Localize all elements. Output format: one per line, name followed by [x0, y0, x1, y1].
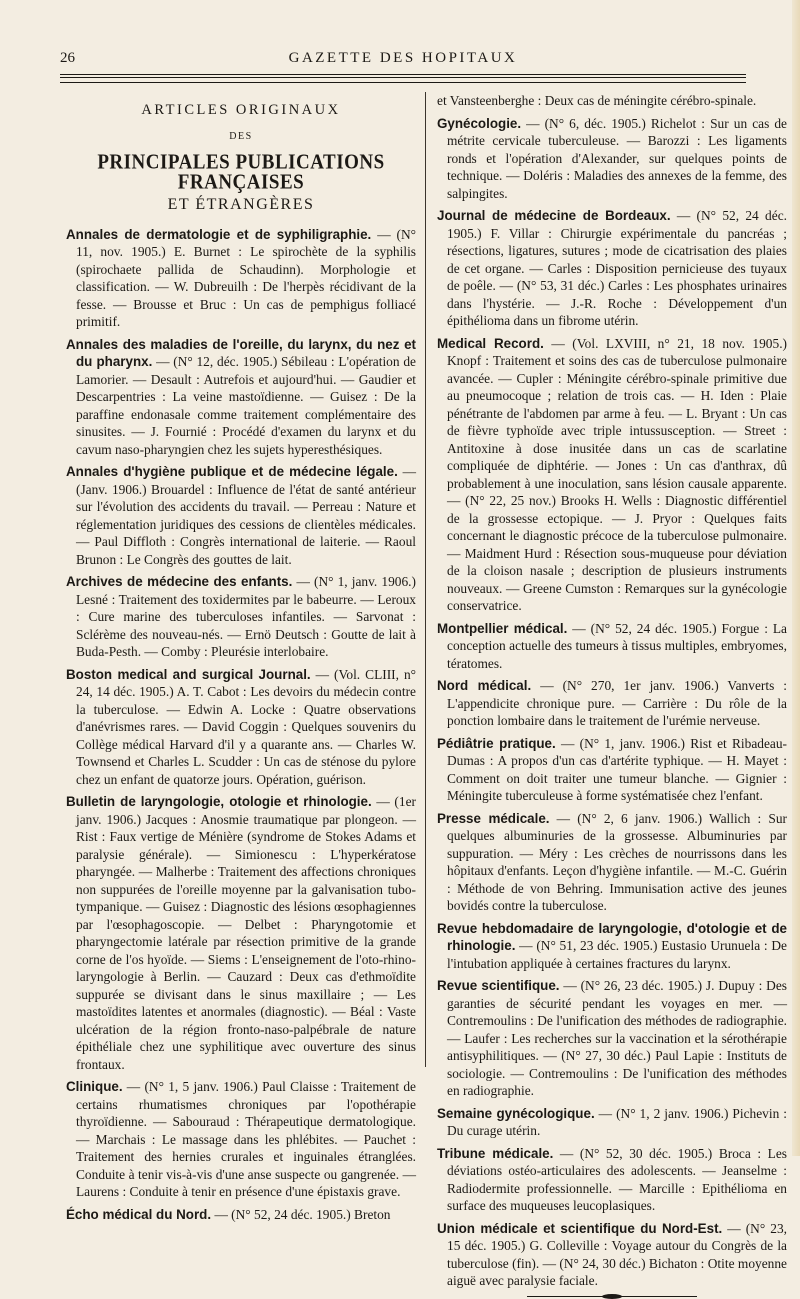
bibliography-entry [437, 92, 787, 110]
journal-name: Union médicale et scientifique du Nord-Est. [437, 1220, 723, 1236]
entry-text: — (N° 12, déc. 1905.) Sébileau : L'opération de Lamorier. — Desault : Autrefois et aujourd'hui. — Gaudier et Descarpentries : La veine mastoïdienne. — Guisez : De la paraffine endonasale comme traitement complémentaire des sinusites. — J. Fournié : Procédé d'examen du larynx et du cavum naso-pharyngien chez les sujets hyperesthésiques. [76, 354, 416, 457]
entry-text: — (N° 26, 23 déc. 1905.) J. Dupuy : Des garanties de sécurité pendant les voyages en mer. — Contremoulins : De l'unification des méthodes de radiographie. — Laufer : Les recherches sur la vaccination et la sérothérapie antisyphilitiques. — (N° 27, 30 déc.) Paul Lapie : Instituts de sociologie. — Contremoulins : De l'unification des méthodes en radiographie. [447, 978, 787, 1098]
section-title-line2: DES [229, 130, 253, 142]
journal-name: Nord médical. [437, 678, 532, 693]
bibliography-entry [437, 977, 787, 1100]
journal-name: Revue hebdomadaire de laryngologie, d'otologie et de rhinologie. [437, 920, 787, 953]
journal-name: Boston medical and surgical Journal. [66, 666, 311, 682]
journal-name: Presse médicale. [437, 810, 550, 826]
entry-text: — (N° 6, déc. 1905.) Richelot : Sur un cas de métrite cervicale tuberculeuse. — Barozzi : Les ligaments ronds et l'opération d'Alexander, sur quelques points de technique. — Doléris : Maladies des annexes de la femme, des salpingites. [447, 115, 787, 201]
journal-name: Revue scientifique. [437, 978, 560, 993]
journal-name: Semaine gynécologique. [437, 1105, 595, 1121]
left-entry-list [66, 226, 416, 1224]
entry-text: — (N° 52, 24 déc. 1905.) Forgue : La conception actuelle des tumeurs à tissus multiples, embryomes, tératomes. [447, 620, 787, 671]
bibliography-entry [437, 115, 787, 203]
bibliography-entry [66, 463, 416, 568]
entry-text: — (1er janv. 1906.) Jacques : Anosmie traumatique par plongeon. — Rist : Faux vertige de Ménière (syndrome de Stokes Adams et paralysie générale). — Simionescu : L'hyperkératose pharyngée. — Malherbe : Traitement des affections chroniques non suppurées de l'oreille moyenne par la galvanisation tubo-tympanique. — Guisez : Diagnostic des lésions œsophagiennes par l'œsophagoscopie. — Delbet : Pharyngotomie et pharyngectomie latérale par résection primitive de la grande corne de l'os hyoïde. — Siems : L'enseignement de l'oto-rhino-laryngologie à Berlin. — Cauzard : Deux cas d'ethmoïdite suppurée se divisant dans le sinus maxillaire ; — Les mastoïdites latentes et anormales (diagnostic). — Béal : Vaste ulcération de la région fronto-naso-palpébrale de nature épithéliale chez une syphilitique avec ouverture des sinus frontaux. [76, 794, 416, 1072]
page-number: 26 [60, 50, 75, 66]
bibliography-entry [437, 677, 787, 730]
entry-text: — (Vol. CLIII, n° 24, 14 déc. 1905.) A. T. Cabot : Les devoirs du médecin contre la tuberculose. — Edwin A. Locke : Quatre observations d'anévrismes rares. — David Coggin : Quelques souvenirs du Collège médical Harvard d'il y a quarante ans. — Charles W. Townsend et Charles L. Scudder : Un cas de sténose du pylore chez un enfant de quatorze jours. Opération, guérison. [76, 666, 416, 787]
header-rule-double [60, 77, 746, 78]
entry-text: et Vansteenberghe : Deux cas de méningite cérébro-spinale. [437, 93, 757, 108]
journal-name: Pédiâtrie pratique. [437, 735, 556, 751]
journal-name: Journal de médecine de Bordeaux. [437, 208, 671, 223]
bibliography-entry [437, 1145, 787, 1215]
bibliography-entry [437, 335, 787, 615]
entry-text: — (N° 1, 2 janv. 1906.) Pichevin : Du curage utérin. [447, 1105, 787, 1138]
right-entry-list [437, 92, 787, 1290]
journal-name: Tribune médicale. [437, 1145, 554, 1161]
entry-text: — (N° 23, 15 déc. 1905.) G. Colleville : Voyage autour du Congrès de la tuberculose (fin). — (N° 24, 30 déc.) Bichaton : Otite moyenne aiguë avec paralysie faciale. [447, 1220, 787, 1288]
journal-name: Clinique. [66, 1079, 123, 1094]
journal-name: Gynécologie. [437, 115, 522, 131]
bibliography-entry [437, 620, 787, 673]
page-edge [792, 0, 800, 1156]
bibliography-entry [66, 666, 416, 789]
entry-text: — (N° 270, 1er janv. 1906.) Vanverts : L'appendicite chronique pure. — Carrière : Du rôle de la ponction lombaire dans le traitement de l'urémie nerveuse. [447, 678, 787, 728]
column-divider [425, 92, 426, 1067]
section-title-line3: PRINCIPALES PUBLICATIONS FRANÇAISES [97, 150, 385, 194]
bibliography-entry [437, 920, 787, 973]
journal-name: Montpellier médical. [437, 620, 568, 636]
bibliography-entry [437, 810, 787, 915]
bibliography-entry [437, 1105, 787, 1140]
section-title-line1: ARTICLES ORIGINAUX [141, 102, 341, 118]
bibliography-entry [66, 226, 416, 331]
entry-text: — (Janv. 1906.) Brouardel : Influence de l'état de santé antérieur sur l'évolution des accidents du travail. — Perreau : Nature et réglementation juridiques des cessions de clientèles médicales. — Paul Diffloth : Congrès international de laiterie. — Raoul Brunon : Le Congrès des gouttes de lait. [76, 464, 416, 567]
entry-text: — (N° 1, janv. 1906.) Rist et Ribadeau-Dumas : A propos d'un cas d'artérite typhique. — H. Mayet : Comment on doit traiter une tumeur blanche. — Gignier : Méningite tuberculeuse à forme systématisée chez l'enfant. [447, 735, 788, 803]
bibliography-entry [66, 1206, 416, 1224]
journal-name: Archives de médecine des enfants. [66, 574, 293, 589]
bibliography-entry [66, 1078, 416, 1201]
journal-name: Medical Record. [437, 335, 544, 351]
left-column [66, 92, 416, 1228]
bibliography-entry [66, 573, 416, 661]
journal-name: Bulletin de laryngologie, otologie et rhinologie. [66, 794, 372, 809]
entry-text: — (N° 11, nov. 1905.) E. Burnet : Le spirochète de la syphilis (spirochaete pallida de Schaudinn). Morphologie et classification. — W. Dubreuilh : De l'herpès récidivant de la fesse. — Brousse et Bruc : Un cas de pemphigus folliacé primitif. [76, 226, 416, 329]
bibliography-entry [437, 735, 787, 805]
header-rule-lower [60, 82, 746, 83]
journal-name: Annales des maladies de l'oreille, du larynx, du nez et du pharynx. [66, 336, 416, 369]
journal-name: Écho médical du Nord. [66, 1206, 212, 1222]
entry-text: — (N° 52, 24 déc. 1905.) F. Villar : Chirurgie expérimentale du pancréas ; résections, ligatures, sutures ; mode de cicatrisation des plaies de cet organe. — Carles : Disposition pernicieuse des tuyaux de poêle. — (N° 53, 31 déc.) Carles : Les phosphates urinaires dans l'hystérie. — J.-R. Roche : Développement d'un épithélioma dans un fibrome utérin. [447, 208, 787, 328]
section-title-line4: ET ÉTRANGÈRES [167, 196, 315, 213]
entry-text: — (N° 51, 23 déc. 1905.) Eustasio Urunuela : De l'intubation appliquée à certaines fractures du larynx. [447, 938, 787, 971]
running-title: GAZETTE DES HOPITAUX [288, 50, 518, 66]
header-rule [60, 74, 746, 75]
bibliography-entry [66, 336, 416, 459]
entry-text: — (Vol. LXVIII, n° 21, 18 nov. 1905.) Knopf : Traitement et soins des cas de tuberculose pulmonaire avancée. — Cupler : Méningite cérébro-spinale primitive due au pneumocoque ; relation de trois cas. — H. Iden : Plaie pénétrante de l'abdomen par arme à feu. — L. Bryant : Un cas de fièvre typhoïde avec triple intussusception. — Street : Antitoxine à dose inusitée dans un cas de scarlatine compliquée de diphtérie. — Jones : Un cas d'anthrax, dû probablement à une inoculation, sans lésion causale apparente. — (N° 22, 25 nov.) Brooks H. Wells : Diagnostic différentiel de la grossesse ectopique. — J. Pryor : Quelques faits concernant le diagnostic précoce de la tuberculose pulmonaire. — Maidment Hurd : Résection sous-muqueuse pour déviation de la cloison nasale ; description de plusieurs instruments nouveaux. — Greene Cumston : Remarques sur la gynécologie conservatrice. [447, 335, 787, 613]
entry-text: — (N° 1, 5 janv. 1906.) Paul Claisse : Traitement de certains rhumatismes chroniques par l'opothérapie thyroïdienne. — Sabouraud : Thérapeutique dermatologique. — Marchais : Le massage dans les phlébites. — Pauchet : Traitement des hernies crurales et inguinales étranglées. Conduite à tenir vis-à-vis d'une anse suspecte ou gangrenée. — Laurens : Conduite à tenir en présence d'une épistaxis grave. [76, 1079, 416, 1199]
entry-text: — (N° 52, 24 déc. 1905.) Breton [211, 1206, 391, 1222]
entry-text: — (N° 2, 6 janv. 1906.) Wallich : Sur quelques albuminuries de la grossesse. Albuminuries par suppuration. — Méry : Les crèches de nourrissons dans les hôpitaux d'enfants. Leçon d'hygiène infantile. — M.-C. Guérin : Méthode de von Behring. Immunisation active des jeunes bovidés contre la tuberculose. [447, 810, 787, 913]
entry-text: — (N° 1, janv. 1906.) Lesné : Traitement des toxidermites par le babeurre. — Leroux : Cure marine des tuberculoses infantiles. — Sarvonat : Sclérème des nouveau-nés. — Ernö Deutsch : Goutte de lait à Buda-Pesth. — Comby : Pleurésie interlobaire. [76, 574, 416, 659]
section-title [66, 102, 416, 214]
right-column [437, 92, 787, 1297]
journal-name: Annales d'hygiène publique et de médecine légale. [66, 464, 398, 479]
bibliography-entry [437, 1220, 787, 1290]
journal-name: Annales de dermatologie et de syphiligraphie. [66, 226, 372, 242]
end-ornament-rule [527, 1296, 697, 1297]
page-header [60, 50, 746, 72]
bibliography-entry [66, 793, 416, 1073]
entry-text: — (N° 52, 30 déc. 1905.) Broca : Les déviations ostéo-articulaires des adolescents. — Jeanselme : Radiodermite professionnelle. — Marcille : Epithélioma en surface des muqueuses leucoplasiques. [447, 1145, 787, 1213]
bibliography-entry [437, 207, 787, 330]
